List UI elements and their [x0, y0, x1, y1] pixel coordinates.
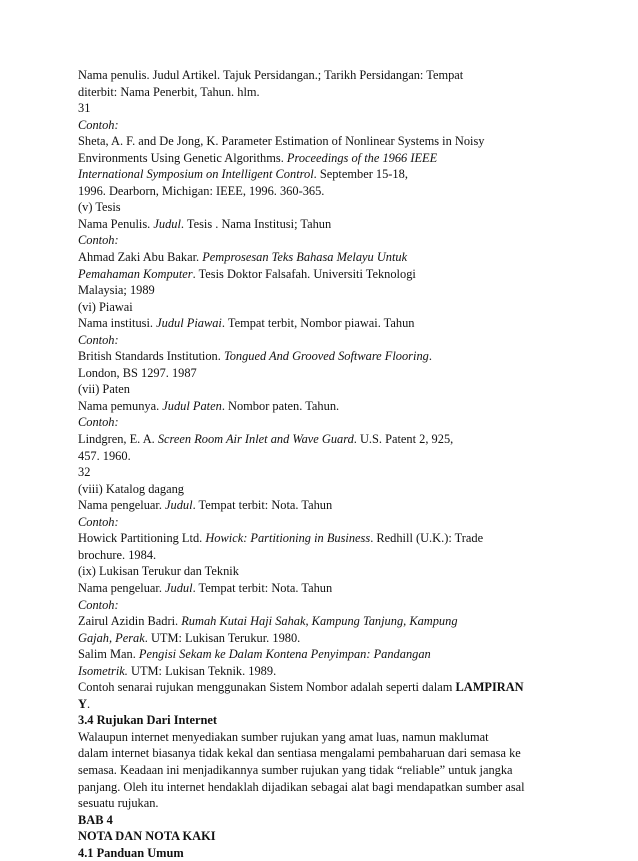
text-line — [78, 183, 538, 200]
text-line — [78, 745, 538, 762]
plain-text: Nama institusi. — [78, 316, 157, 331]
plain-text: Lindgren, E. A. — [78, 432, 158, 447]
text-line — [78, 348, 538, 365]
text-line — [78, 795, 538, 812]
bold-text: Y — [78, 696, 87, 711]
italic-text: Proceedings of the 1966 IEEE — [286, 150, 438, 165]
text-line — [78, 100, 538, 117]
bold-text: BAB 4 — [78, 812, 113, 827]
plain-text: Nama Penulis. — [78, 216, 154, 231]
text-line — [78, 448, 538, 465]
text-line — [78, 84, 538, 101]
italic-text: Rumah Kutai Haji Sahak, Kampung Tanjung, Kampung — [181, 614, 458, 629]
plain-text: Nama pengeluar. — [78, 498, 166, 513]
plain-text: . Tesis . Nama Institusi; Tahun — [180, 216, 332, 231]
text-line — [78, 365, 538, 382]
text-line — [78, 696, 538, 713]
text-line — [78, 332, 538, 349]
text-line — [78, 580, 538, 597]
bold-text: 3.4 Rujukan Dari Internet — [78, 713, 218, 728]
italic-text: Screen Room Air Inlet and Wave Guard — [157, 432, 354, 447]
plain-text: Ahmad Zaki Abu Bakar. — [78, 250, 203, 265]
plain-text: 31 — [78, 101, 91, 116]
plain-text: (v) Tesis — [78, 200, 121, 215]
italic-text: Contoh: — [78, 514, 119, 529]
bold-text: 4.1 Panduan Umum — [78, 845, 184, 860]
plain-text: Salim Man. — [78, 647, 139, 662]
plain-text: . — [428, 349, 432, 364]
text-line — [78, 414, 538, 431]
plain-text: (vi) Piawai — [78, 299, 133, 314]
plain-text: Nama pemunya. — [78, 398, 163, 413]
text-line — [78, 282, 538, 299]
italic-text: Judul — [165, 580, 193, 595]
italic-text: Howick: Partitioning in Business — [205, 531, 371, 546]
italic-text: Gajah, Perak — [78, 630, 145, 645]
text-line — [78, 464, 538, 481]
plain-text: Zairul Azidin Badri. — [78, 614, 182, 629]
plain-text: UTM: Lukisan Teknik. 1989. — [127, 663, 277, 678]
plain-text: diterbit: Nama Penerbit, Tahun. hlm. — [78, 84, 260, 99]
plain-text: 1996. Dearborn, Michigan: IEEE, 1996. 360-365. — [78, 183, 325, 198]
italic-text: Judul — [153, 216, 181, 231]
italic-text: Judul Piawai — [156, 316, 222, 331]
plain-text: (vii) Paten — [78, 382, 130, 397]
plain-text: panjang. Oleh itu internet hendaklah dijadikan sebagai alat bagi mendapatkan sumber asal — [78, 779, 525, 794]
text-line — [78, 547, 538, 564]
plain-text: semasa. Keadaan ini menjadikannya sumber rujukan yang tidak “reliable” untuk jangka — [78, 762, 513, 777]
plain-text: sesuatu rujukan. — [78, 796, 159, 811]
plain-text: brochure. 1984. — [78, 547, 157, 562]
text-line — [78, 828, 538, 845]
plain-text: Environments Using Genetic Algorithms. — [78, 150, 287, 165]
text-line — [78, 514, 538, 531]
italic-text: Contoh: — [78, 597, 119, 612]
text-line — [78, 150, 538, 167]
italic-text: Contoh: — [78, 117, 119, 132]
italic-text: Contoh: — [78, 332, 119, 347]
text-line — [78, 845, 538, 861]
italic-text: Isometrik. — [78, 663, 128, 678]
italic-text: Judul — [165, 498, 193, 513]
plain-text: . Tesis Doktor Falsafah. Universiti Teknologi — [192, 266, 416, 281]
italic-text: Pemprosesan Teks Bahasa Melayu Untuk — [202, 250, 408, 265]
italic-text: Contoh: — [78, 233, 119, 248]
text-line — [78, 249, 538, 266]
italic-text: Pemahaman Komputer — [78, 266, 193, 281]
plain-text: Nama penulis. Judul Artikel. Tajuk Persidangan.; Tarikh Persidangan: Tempat — [78, 68, 464, 82]
text-line — [78, 729, 538, 746]
text-line — [78, 646, 538, 663]
plain-text: Malaysia; 1989 — [78, 283, 155, 298]
plain-text: 32 — [78, 465, 91, 480]
text-line — [78, 216, 538, 233]
text-line — [78, 530, 538, 547]
italic-text: Pengisi Sekam ke Dalam Kontena Penyimpan: Pandangan — [138, 647, 431, 662]
text-line — [78, 431, 538, 448]
text-line — [78, 266, 538, 283]
text-line — [78, 779, 538, 796]
text-line — [78, 299, 538, 316]
plain-text: Contoh senarai rujukan menggunakan Sistem Nombor adalah seperti dalam — [78, 680, 456, 695]
plain-text: Howick Partitioning Ltd. — [78, 531, 206, 546]
text-line — [78, 563, 538, 580]
text-line — [78, 663, 538, 680]
text-line — [78, 497, 538, 514]
plain-text: . Redhill (U.K.): Trade — [370, 531, 484, 546]
text-line — [78, 199, 538, 216]
plain-text: . Tempat terbit: Nota. Tahun — [192, 580, 333, 595]
plain-text: . UTM: Lukisan Terukur. 1980. — [144, 630, 301, 645]
plain-text: . September 15-18, — [313, 167, 408, 182]
text-line — [78, 679, 538, 696]
text-line — [78, 481, 538, 498]
text-line — [78, 67, 538, 84]
text-line — [78, 630, 538, 647]
text-line — [78, 762, 538, 779]
text-line — [78, 117, 538, 134]
text-line — [78, 232, 538, 249]
plain-text: (viii) Katalog dagang — [78, 481, 184, 496]
plain-text: London, BS 1297. 1987 — [78, 365, 197, 380]
text-line — [78, 398, 538, 415]
text-line — [78, 712, 538, 729]
plain-text: . — [86, 696, 91, 711]
plain-text: dalam internet biasanya tidak kekal dan sentiasa mengalami pembaharuan dari semasa ke — [78, 746, 521, 761]
text-line — [78, 381, 538, 398]
text-line — [78, 133, 538, 150]
italic-text: Judul Paten — [162, 398, 222, 413]
plain-text: . Tempat terbit, Nombor piawai. Tahun — [221, 316, 415, 331]
plain-text: Nama pengeluar. — [78, 580, 166, 595]
italic-text: International Symposium on Intelligent Control — [78, 167, 314, 182]
bold-text: NOTA DAN NOTA KAKI — [78, 829, 216, 844]
plain-text: Walaupun internet menyediakan sumber rujukan yang amat luas, namun maklumat — [78, 729, 489, 744]
plain-text: British Standards Institution. — [78, 349, 224, 364]
plain-text: . U.S. Patent 2, 925, — [353, 432, 454, 447]
bold-text: LAMPIRAN — [455, 680, 524, 695]
text-line — [78, 315, 538, 332]
italic-text: Contoh: — [78, 415, 119, 430]
plain-text: . Nombor paten. Tahun. — [221, 398, 340, 413]
text-line — [78, 166, 538, 183]
plain-text: (ix) Lukisan Terukur dan Teknik — [78, 564, 239, 579]
plain-text: . Tempat terbit: Nota. Tahun — [192, 498, 333, 513]
text-line — [78, 613, 538, 630]
document-page — [78, 67, 538, 861]
italic-text: Tongued And Grooved Software Flooring — [223, 349, 429, 364]
plain-text: 457. 1960. — [78, 448, 131, 463]
plain-text: Sheta, A. F. and De Jong, K. Parameter Estimation of Nonlinear Systems in Noisy — [78, 134, 485, 149]
text-line — [78, 597, 538, 614]
